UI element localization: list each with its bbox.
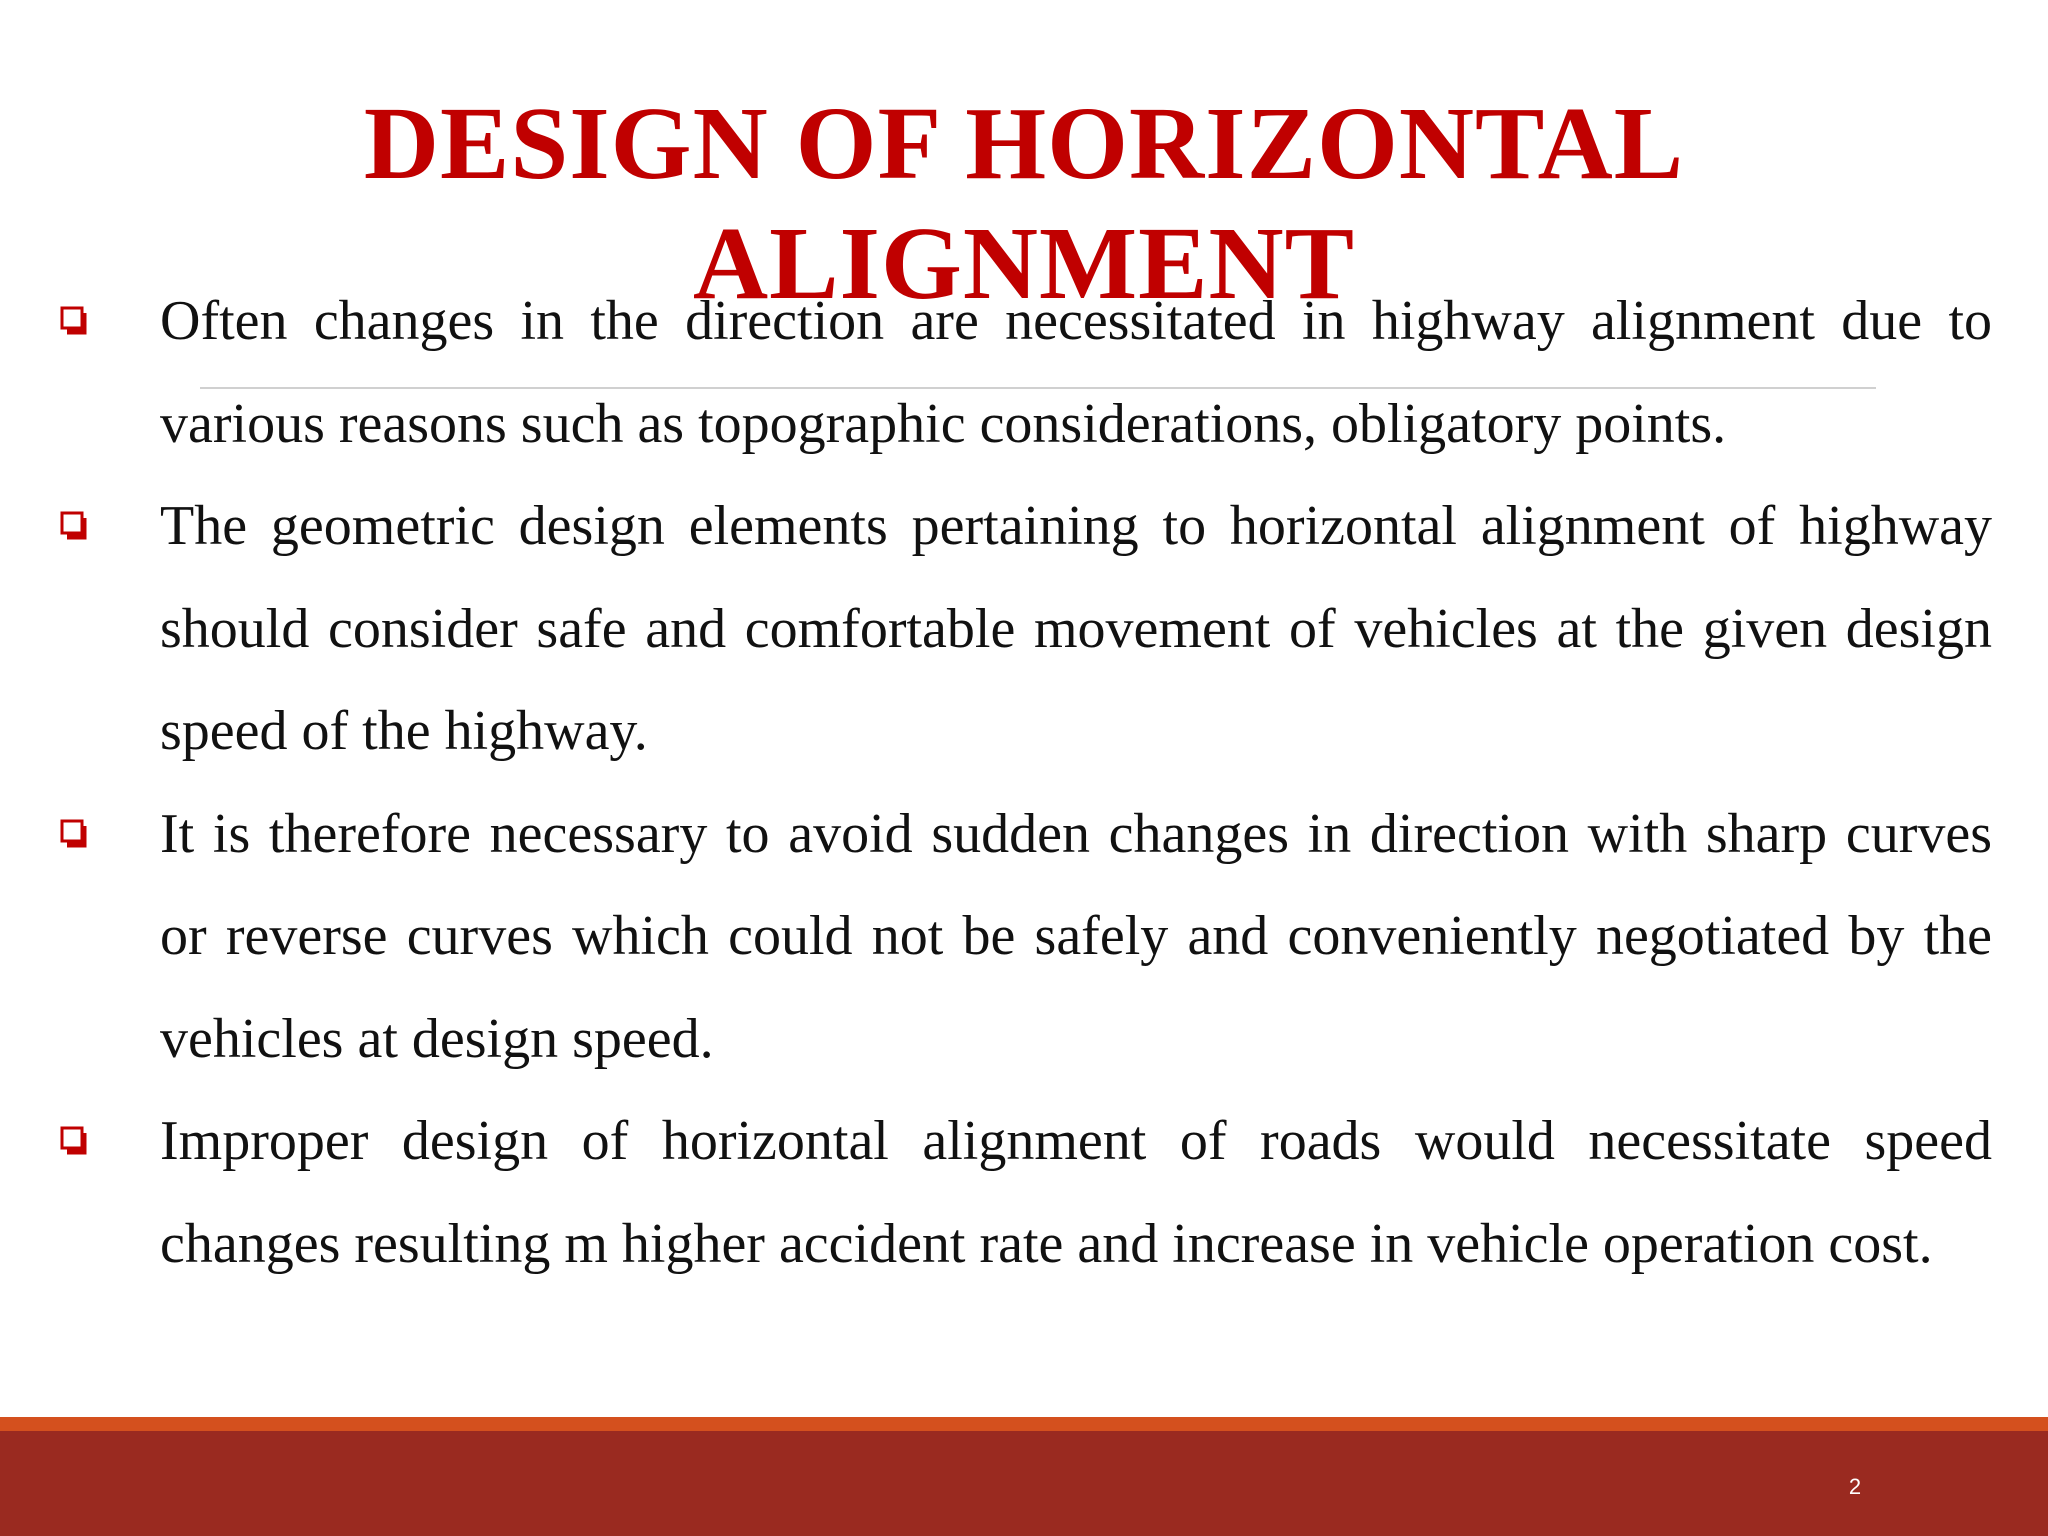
checkbox-square-icon	[60, 306, 90, 336]
bullet-text: The geometric design elements pertaining to horizontal alignment of highway should consider safe and comfortable movement of vehicles at the given design speed of the highway.	[160, 495, 1992, 762]
bullet-item	[0, 475, 2048, 783]
checkbox-square-icon	[60, 1126, 90, 1156]
bullet-text: It is therefore necessary to avoid sudden changes in direction with sharp curves or reverse curves which could not be safely and conveniently negotiated by the vehicles at design speed.	[160, 802, 1992, 1070]
bullet-item	[0, 270, 2048, 475]
checkbox-square-icon	[60, 511, 90, 541]
bullet-text: Improper design of horizontal alignment of roads would necessitate speed changes resulting m higher accident rate and increase in vehicle operation cost.	[160, 1110, 1992, 1275]
slide-number: 2	[1848, 1474, 1862, 1499]
bullet-text: Often changes in the direction are necessitated in highway alignment due to various reasons such as topographic considerations, obligatory points.	[160, 290, 1992, 455]
slide-title-line-1: DESIGN OF HORIZONTAL	[363, 86, 1685, 201]
footer-bar	[0, 1417, 2048, 1536]
checkbox-square-icon	[60, 819, 90, 849]
bullet-item	[0, 783, 2048, 1091]
bullet-list	[0, 270, 2048, 1295]
bullet-item	[0, 1090, 2048, 1295]
slide-title-line-2: ALIGNMENT	[693, 206, 1355, 321]
